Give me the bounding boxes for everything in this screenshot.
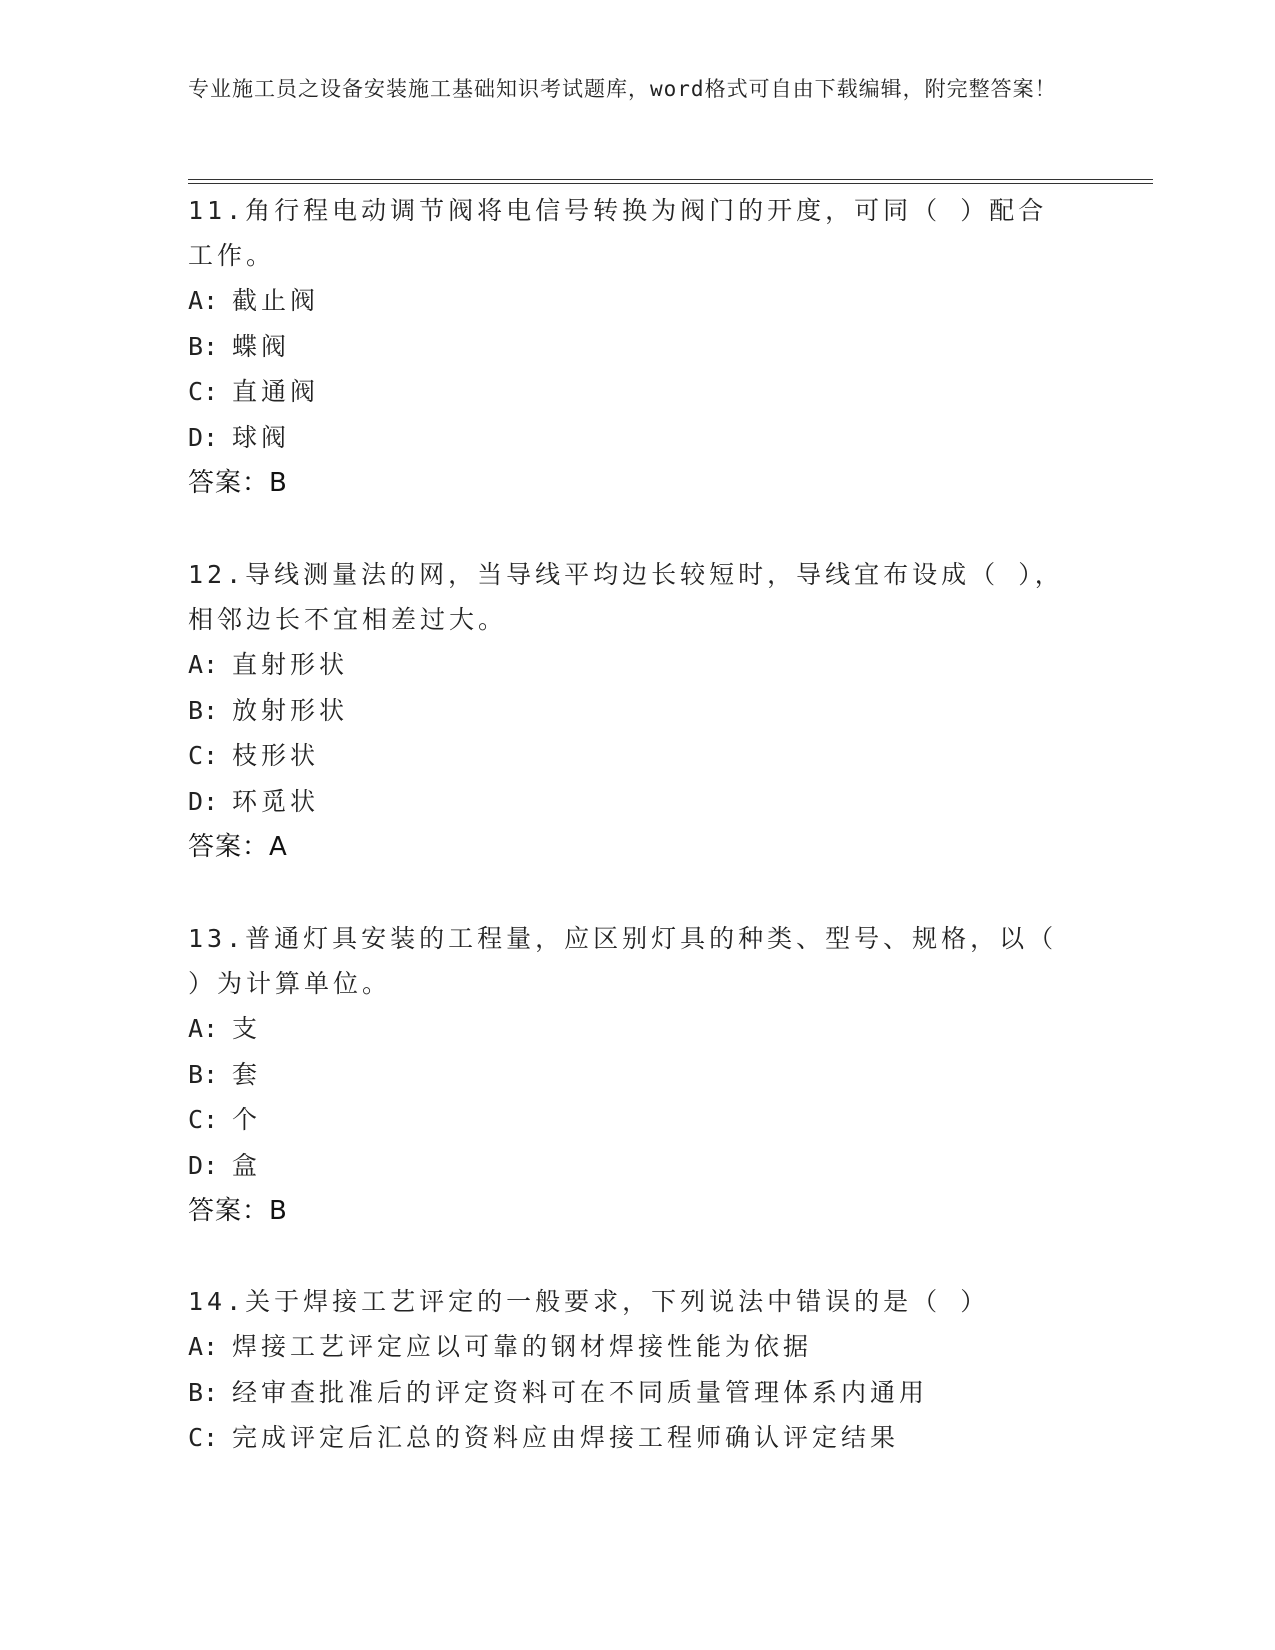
option-a bbox=[188, 642, 1068, 688]
option-letter: B: bbox=[188, 695, 219, 725]
option-text: 直通阀 bbox=[232, 377, 320, 406]
option-text: 盒 bbox=[232, 1150, 262, 1180]
option-d bbox=[188, 415, 1068, 461]
option-letter: A: bbox=[188, 1332, 219, 1361]
option-letter: C: bbox=[188, 741, 219, 770]
option-d bbox=[188, 1143, 1068, 1189]
option-text: 球阀 bbox=[232, 422, 291, 452]
question-stem: 12.导线测量法的网，当导线平均边长较短时，导线宜布设成（ ），相邻边长不宜相差过大。 bbox=[188, 560, 1064, 634]
option-b bbox=[188, 688, 1068, 734]
option-letter: B: bbox=[188, 1377, 219, 1407]
question-13 bbox=[188, 916, 1068, 1234]
header-divider-bottom bbox=[188, 183, 1153, 184]
header-divider-top bbox=[188, 179, 1153, 180]
answer-line: 答案：A bbox=[188, 832, 288, 862]
option-letter: C: bbox=[188, 377, 219, 406]
option-text: 环觅状 bbox=[232, 786, 320, 816]
question-stem: 11.角行程电动调节阀将电信号转换为阀门的开度，可同（ ）配合工作。 bbox=[188, 196, 1048, 270]
document-header: 专业施工员之设备安装施工基础知识考试题库，word格式可自由下载编辑，附完整答案！ bbox=[188, 77, 1057, 101]
option-letter: B: bbox=[188, 331, 219, 361]
option-c bbox=[188, 369, 1068, 415]
option-text: 焊接工艺评定应以可靠的钢材焊接性能为依据 bbox=[232, 1332, 813, 1361]
question-stem: 13.普通灯具安装的工程量，应区别灯具的种类、型号、规格，以（ ）为计算单位。 bbox=[188, 924, 1058, 998]
option-text: 枝形状 bbox=[232, 741, 320, 770]
option-b bbox=[188, 324, 1068, 370]
option-text: 完成评定后汇总的资料应由焊接工程师确认评定结果 bbox=[232, 1423, 900, 1452]
option-text: 放射形状 bbox=[232, 695, 349, 725]
option-c bbox=[188, 1415, 1068, 1461]
option-text: 直射形状 bbox=[232, 650, 349, 679]
option-letter: C: bbox=[188, 1423, 219, 1452]
option-b bbox=[188, 1370, 1068, 1416]
option-a bbox=[188, 1006, 1068, 1052]
answer-line: 答案：B bbox=[188, 1196, 288, 1226]
question-12 bbox=[188, 552, 1068, 870]
option-b bbox=[188, 1052, 1068, 1098]
question-stem: 14.关于焊接工艺评定的一般要求，下列说法中错误的是（ ） bbox=[188, 1287, 990, 1316]
option-text: 套 bbox=[232, 1059, 262, 1089]
option-letter: B: bbox=[188, 1059, 219, 1089]
option-letter: D: bbox=[188, 422, 219, 452]
option-a bbox=[188, 1324, 1068, 1370]
option-c bbox=[188, 1097, 1068, 1143]
option-letter: C: bbox=[188, 1105, 219, 1134]
option-text: 支 bbox=[232, 1014, 262, 1043]
option-text: 截止阀 bbox=[232, 286, 320, 315]
option-letter: A: bbox=[188, 1014, 219, 1043]
option-text: 经审查批准后的评定资料可在不同质量管理体系内通用 bbox=[232, 1377, 929, 1407]
option-d bbox=[188, 779, 1068, 825]
option-letter: A: bbox=[188, 286, 219, 315]
question-11 bbox=[188, 188, 1068, 506]
option-text: 个 bbox=[232, 1105, 262, 1134]
option-letter: A: bbox=[188, 650, 219, 679]
question-14 bbox=[188, 1279, 1068, 1461]
option-text: 蝶阀 bbox=[232, 331, 291, 361]
option-c bbox=[188, 733, 1068, 779]
option-letter: D: bbox=[188, 1150, 219, 1180]
answer-line: 答案：B bbox=[188, 468, 288, 498]
option-letter: D: bbox=[188, 786, 219, 816]
option-a bbox=[188, 278, 1068, 324]
